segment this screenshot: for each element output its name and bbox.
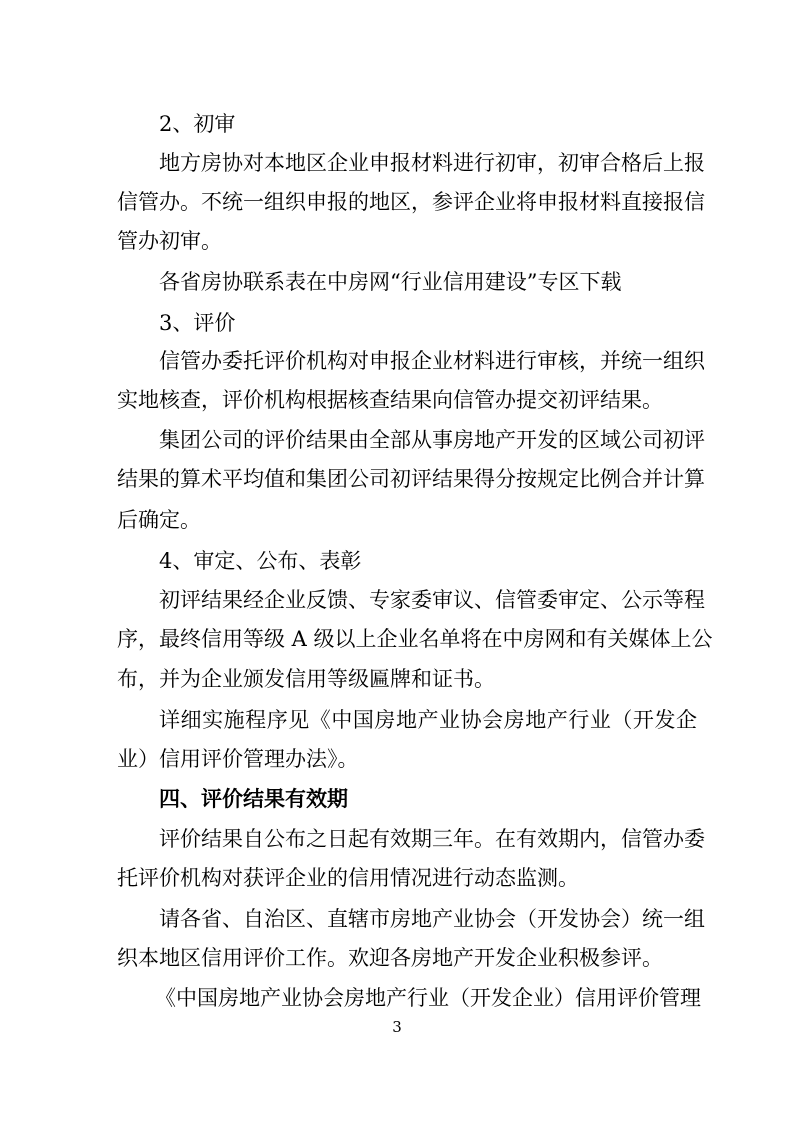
paragraph-line: 各省房协联系表在中房网“行业信用建设”专区下载 xyxy=(159,270,622,294)
paragraph-line: 集团公司的评价结果由全部从事房地产开发的区域公司初评 xyxy=(159,428,705,452)
paragraph-line: 实地核查，评价机构根据核查结果向信管办提交初评结果。 xyxy=(117,388,663,412)
paragraph-line: 布，并为企业颁发信用等级匾牌和证书。 xyxy=(117,667,495,691)
paragraph-line: 请各省、自治区、直辖市房地产业协会（开发协会）统一组 xyxy=(159,907,705,931)
step-heading-evaluation: 3、评价 xyxy=(159,311,236,335)
paragraph-line: 地方房协对本地区企业申报材料进行初审，初审合格后上报 xyxy=(159,151,705,175)
paragraph-line: 后确定。 xyxy=(117,508,201,532)
paragraph-line: 业）信用评价管理办法》。 xyxy=(117,747,359,771)
paragraph-line: 信管办委托评价机构对申报企业材料进行审核，并统一组织 xyxy=(159,349,705,373)
step-heading-approval: 4、审定、公布、表彰 xyxy=(159,549,362,573)
paragraph-line: 织本地区信用评价工作。欢迎各房地产开发企业积极参评。 xyxy=(117,946,663,970)
paragraph-line: 序，最终信用等级 A 级以上企业名单将在中房网和有关媒体上公 xyxy=(117,627,713,651)
paragraph-line: 托评价机构对获评企业的信用情况进行动态监测。 xyxy=(117,866,579,890)
paragraph-line: 结果的算术平均值和集团公司初评结果得分按规定比例合并计算 xyxy=(117,467,705,491)
paragraph-line: 管办初审。 xyxy=(117,229,222,253)
step-heading-initial-review: 2、初审 xyxy=(159,112,236,136)
section-heading-validity: 四、评价结果有效期 xyxy=(159,786,348,811)
paragraph-line: 初评结果经企业反馈、专家委审议、信管委审定、公示等程 xyxy=(159,588,705,612)
paragraph-line: 详细实施程序见《中国房地产业协会房地产行业（开发企 xyxy=(159,708,697,732)
page-number: 3 xyxy=(392,1018,402,1036)
paragraph-line: 信管办。不统一组织申报的地区，参评企业将申报材料直接报信 xyxy=(117,190,705,214)
paragraph-line: 评价结果自公布之日起有效期三年。在有效期内，信管办委 xyxy=(159,827,705,851)
paragraph-line: 《中国房地产业协会房地产行业（开发企业）信用评价管理 xyxy=(155,986,701,1010)
